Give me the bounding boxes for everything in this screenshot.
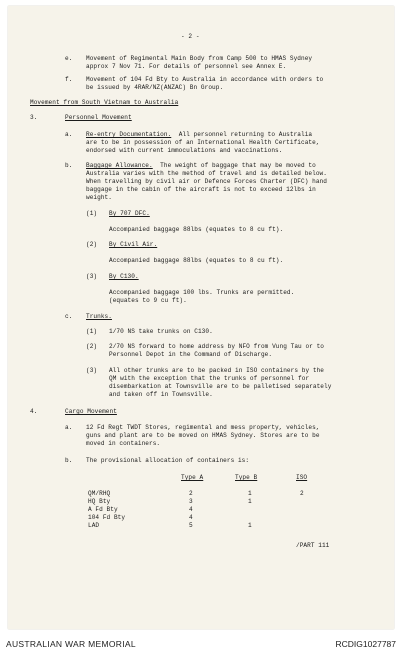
- para-3c-label: c.: [65, 313, 73, 320]
- table-cell-type-a: 4: [189, 506, 193, 513]
- para-3b-label: b.: [65, 162, 73, 169]
- table-row-unit: HQ Bty: [88, 498, 111, 505]
- para-4-number: 4.: [30, 408, 38, 415]
- para-3-number: 3.: [30, 114, 38, 121]
- baggage-3-text1: Accompanied baggage 100 lbs. Trunks are permitted.: [109, 289, 295, 296]
- trunks-1-label: (1): [86, 328, 98, 335]
- para-4-title: Cargo Movement: [65, 408, 117, 415]
- trunks-3-line2: QM with the exception that the trunks of personnel for: [109, 375, 310, 382]
- para-3a-label: a.: [65, 131, 73, 138]
- item-f-line2: be issued by 4RAR/NZ(ANZAC) Bn Group.: [86, 84, 224, 91]
- table-cell-type-b: 1: [248, 490, 252, 497]
- para-3a-line3: endorsed with current immoculations and vaccinations.: [86, 147, 283, 154]
- trunks-2-label: (2): [86, 343, 98, 350]
- col-header-iso: ISO: [296, 474, 308, 481]
- table-cell-type-a: 3: [189, 498, 193, 505]
- table-row-unit: LAD: [88, 522, 100, 529]
- trunks-1-text: 1/70 NS take trunks on C130.: [109, 328, 213, 335]
- part-reference: /PART 111: [296, 542, 330, 549]
- trunks-3-line4: and taken off in Townsville.: [109, 391, 213, 398]
- trunks-2-line1: 2/70 NS forward to home address by NFO from Vung Tau or to: [109, 343, 324, 350]
- document-page: [8, 6, 394, 629]
- baggage-1-text: Accompanied baggage 88lbs (equates to 8 cu ft).: [109, 226, 284, 233]
- para-3b-line5: weight.: [86, 194, 112, 201]
- section-heading: Movement from South Vietnam to Australia: [30, 99, 179, 106]
- table-cell-type-b: 1: [248, 498, 252, 505]
- trunks-2-line2: Personnel Depot in the Command of Discharge.: [109, 351, 273, 358]
- page-number: - 2 -: [181, 33, 200, 40]
- para-4a-label: a.: [65, 424, 73, 431]
- item-e-label: e.: [65, 55, 73, 62]
- para-3a-line1: Re-entry Documentation. All personnel returning to Australia: [86, 131, 313, 138]
- table-cell-type-b: 1: [248, 522, 252, 529]
- table-row-unit: 104 Fd Bty: [88, 514, 126, 521]
- para-4b-text: The provisional allocation of containers is:: [86, 457, 250, 464]
- footer-institution: AUSTRALIAN WAR MEMORIAL: [6, 639, 136, 649]
- table-cell-type-a: 4: [189, 514, 193, 521]
- trunks-3-line3: disembarkation at Townsville are to be palletised separately: [109, 383, 332, 390]
- item-e-line1: Movement of Regimental Main Body from Camp 500 to HMAS Sydney: [86, 55, 313, 62]
- item-f-line1: Movement of 104 Fd Bty to Australia in accordance with orders to: [86, 76, 324, 83]
- para-4b-label: b.: [65, 457, 73, 464]
- item-f-label: f.: [65, 76, 73, 83]
- baggage-2-title: By Civil Air.: [109, 241, 158, 248]
- para-3b-line3: When travelling by civil air or Defence Forces Charter (DFC) hand: [86, 178, 327, 185]
- trunks-3-label: (3): [86, 367, 98, 374]
- item-e-line2: approx 7 Nov 71. For details of personnel see Annex E.: [86, 63, 287, 70]
- para-4a-line1: 12 Fd Regt TWDT Stores, regimental and mess property, vehicles,: [86, 424, 320, 431]
- para-3-title: Personnel Movement: [65, 114, 132, 121]
- para-3c-title: Trunks.: [86, 313, 112, 320]
- table-row-unit: QM/RHQ: [88, 490, 111, 497]
- archive-footer: [0, 636, 402, 654]
- table-cell-iso: 2: [300, 490, 304, 497]
- para-3b-line4: baggage in the cabin of the aircraft is not to exceed 12lbs in: [86, 186, 316, 193]
- col-header-type-b: Type B: [235, 474, 258, 481]
- para-3a-line2: are to be in possession of an International Health Certificate,: [86, 139, 320, 146]
- footer-record-id: RCDIG1027787: [335, 639, 396, 649]
- baggage-2-label: (2): [86, 241, 98, 248]
- table-cell-type-a: 2: [189, 490, 193, 497]
- para-3b-line1: Baggage Allowance. The weight of baggage that may be moved to: [86, 162, 316, 169]
- para-3b-line2: Australia varies with the method of travel and is detailed below.: [86, 170, 327, 177]
- baggage-1-label: (1): [86, 210, 98, 217]
- baggage-3-title: By C130.: [109, 273, 139, 280]
- table-cell-type-a: 5: [189, 522, 193, 529]
- baggage-3-label: (3): [86, 273, 98, 280]
- baggage-2-text: Accompanied baggage 88lbs (equates to 8 cu ft).: [109, 257, 284, 264]
- table-row-unit: A Fd Bty: [88, 506, 118, 513]
- para-4a-line3: moved in containers.: [86, 440, 161, 447]
- trunks-3-line1: All other trunks are to be packed in ISO containers by the: [109, 367, 324, 374]
- para-4a-line2: guns and plant are to be moved on HMAS Sydney. Stores are to be: [86, 432, 320, 439]
- baggage-3-text2: (equates to 9 cu ft).: [109, 297, 187, 304]
- col-header-type-a: Type A: [181, 474, 204, 481]
- baggage-1-title: By 707 DFC.: [109, 210, 150, 217]
